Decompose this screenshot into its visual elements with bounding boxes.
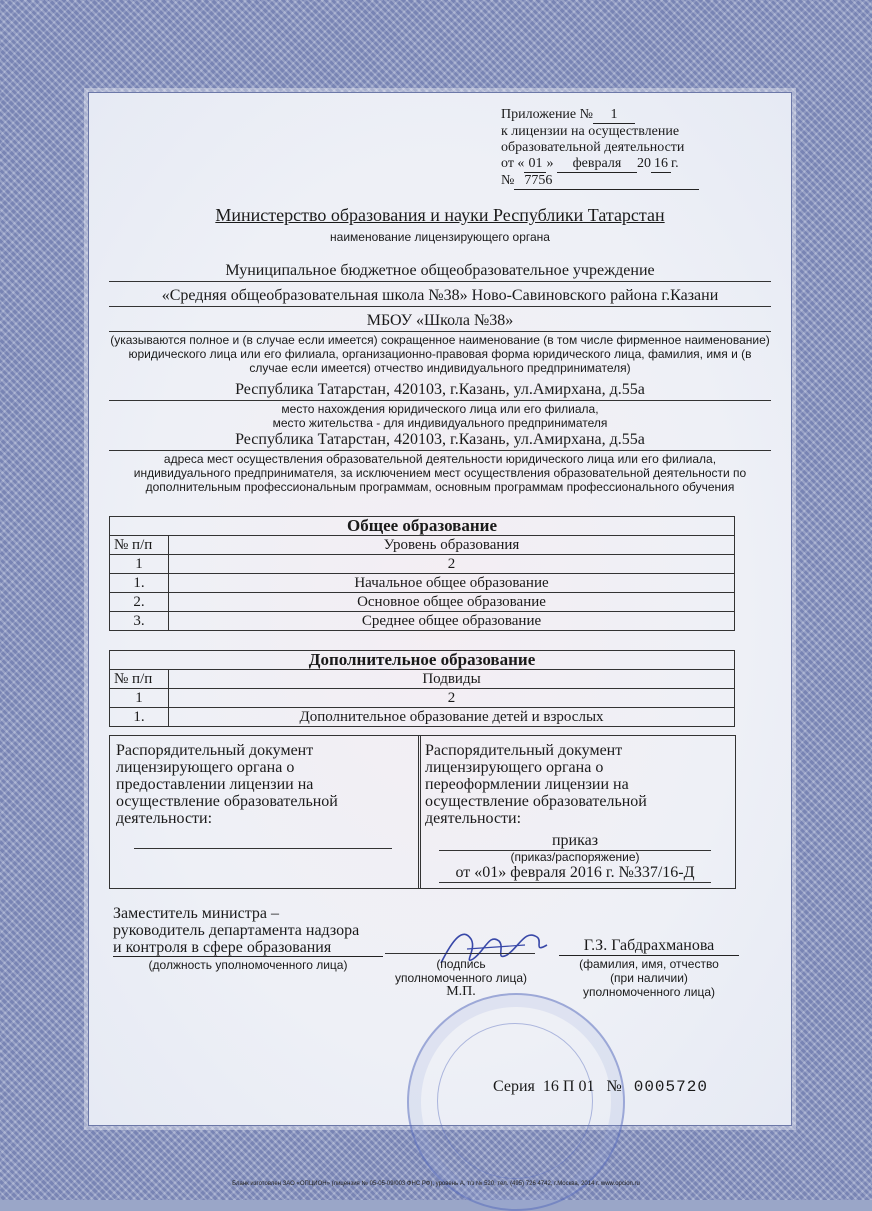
index-cell: 2 [169, 689, 735, 708]
activity-caption: адреса мест осуществления образовательной деятельности юридического лица или его филиала, индивидуального предпринимателя, за исключением мест осуществления образовательной деятельности по дополнительным профессиональным программам, основным программам профессионального обучения [133, 452, 747, 494]
sign-caption-2: уполномоченного лица) [394, 971, 528, 985]
address-caption-1: место нахождения юридического лица или его филиала, [281, 402, 599, 416]
grant-document-box [109, 735, 421, 889]
annex-block [501, 107, 711, 190]
name-caption-1: (фамилия, имя, отчество [579, 957, 719, 971]
grant-document-line [134, 848, 392, 849]
reissue-document-text: Распорядительный документ лицензирующего органа о переоформлении лицензии на осуществление образовательной деятельности: [425, 742, 647, 827]
signatory-position [113, 905, 383, 972]
row-name: Основное общее образование [169, 593, 735, 612]
annex-line3: образовательной деятельности [501, 140, 685, 155]
name-caption-3: уполномоченного лица) [582, 985, 716, 999]
table-row [110, 612, 735, 631]
signatory-name: Г.З. Габдрахманова [559, 937, 739, 956]
position-line-2: руководитель департамента надзора [113, 922, 360, 939]
authority-name: Министерство образования и науки Республики Татарстан [215, 205, 665, 225]
reissue-type-caption: (приказ/распоряжение) [510, 850, 640, 864]
annex-line2: к лицензии на осуществление [501, 124, 680, 139]
annex-date [501, 156, 711, 173]
document-page [88, 92, 792, 1126]
name-caption-2: (при наличии) [610, 971, 688, 985]
index-cell: 2 [169, 555, 735, 574]
position-line-1: Заместитель министра – [113, 905, 279, 922]
annex-year: 16 [651, 156, 671, 173]
additional-education-title: Дополнительное образование [110, 651, 735, 670]
row-name: Среднее общее образование [169, 612, 735, 631]
name-caption [559, 957, 739, 999]
col-level-header: Уровень образования [169, 536, 735, 555]
col-num-header: № п/п [110, 670, 169, 689]
row-num: 3. [110, 612, 169, 631]
authority-block [89, 205, 791, 244]
serial-no-label: № [606, 1078, 622, 1095]
col-subtype-header: Подвиды [169, 670, 735, 689]
org-caption: (указываются полное и (в случае если имеется) сокращенное наименование (в том числе фирменное наименование) юридического лица или его филиала, организационно-правовая форма юридического лица, фамилия, имя и (в случае если имеется) отчество индивидуального предпринимателя) [110, 333, 770, 375]
address-caption [109, 402, 771, 430]
sign-caption-1: (подпись [436, 957, 486, 971]
additional-education-table [109, 650, 735, 727]
org-name-line2: «Средняя общеобразовательная школа №38» Ново-Савиновского района г.Казани [109, 286, 771, 307]
row-num: 1. [110, 708, 169, 727]
reissue-document-date: от «01» февраля 2016 г. №337/16-Д [439, 864, 711, 883]
activity-address: Республика Татарстан, 420103, г.Казань, ул.Амирхана, д.55а [109, 430, 771, 451]
col-num-header: № п/п [110, 536, 169, 555]
annex-label: Приложение № [501, 107, 593, 122]
row-name: Дополнительное образование детей и взрослых [169, 708, 735, 727]
serial-label: Серия [493, 1078, 535, 1095]
table-row [110, 593, 735, 612]
annex-day: 01 [524, 156, 546, 173]
grant-document-text: Распорядительный документ лицензирующего органа о предоставлении лицензии на осуществление образовательной деятельности: [116, 742, 338, 827]
reissue-document-box [418, 735, 736, 889]
serial-series: 16 П 01 [542, 1078, 595, 1095]
org-name-line1: Муниципальное бюджетное общеобразовательное учреждение [109, 261, 771, 282]
license-number: 7756 [514, 173, 699, 190]
year-prefix: 20 [636, 156, 651, 171]
table-row [110, 574, 735, 593]
authority-caption: наименование лицензирующего органа [330, 230, 550, 244]
signature-line [385, 953, 535, 954]
date-mid: » [546, 156, 554, 171]
org-address: Республика Татарстан, 420103, г.Казань, ул.Амирхана, д.55а [109, 380, 771, 401]
annex-month: февраля [557, 156, 637, 173]
address-caption-2: место жительства - для индивидуального предпринимателя [272, 416, 608, 430]
row-num: 2. [110, 593, 169, 612]
table-row [110, 708, 735, 727]
row-num: 1. [110, 574, 169, 593]
serial-block [493, 1078, 708, 1096]
license-prefix: № [501, 173, 515, 188]
official-seal-inner-icon [437, 1023, 593, 1179]
serial-number: 0005720 [633, 1078, 708, 1096]
reissue-document-type: приказ [439, 832, 711, 851]
general-education-table [109, 516, 735, 631]
general-education-title: Общее образование [110, 517, 735, 536]
annex-number: 1 [593, 107, 635, 124]
index-cell: 1 [110, 555, 169, 574]
year-end: г. [670, 156, 679, 171]
stamp-place: М.П. [446, 984, 476, 999]
position-line-3: и контроля в сфере образования [113, 939, 383, 957]
org-short-name: МБОУ «Школа №38» [109, 311, 771, 332]
row-name: Начальное общее образование [169, 574, 735, 593]
signature-caption [371, 957, 551, 999]
annex-license [501, 173, 711, 190]
annex-line1 [501, 107, 711, 124]
position-caption: (должность уполномоченного лица) [148, 958, 348, 972]
blank-footer: Бланк изготовлен ЗАО «ОПЦИОН» (лицензия № 05-05-09/003 ФНС РФ), уровень А, т/з № 520, тел. (495) 726 4742, г.Москва, 2014 г. www.opcion.ru [232, 1181, 640, 1187]
date-prefix: от « [501, 156, 525, 171]
index-cell: 1 [110, 689, 169, 708]
